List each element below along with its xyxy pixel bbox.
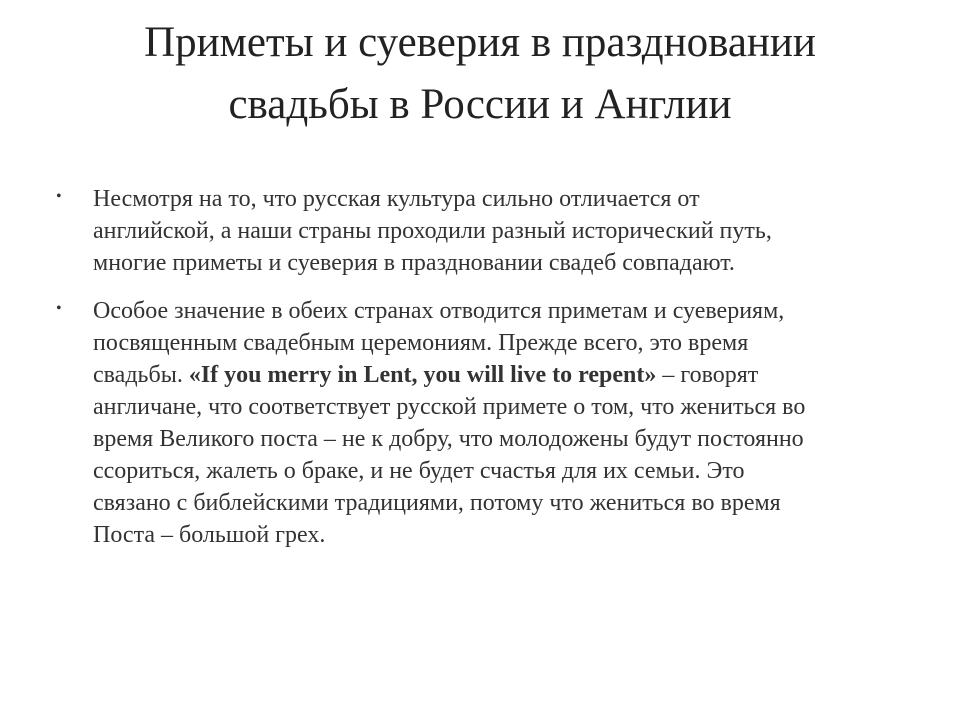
bullet-2-line-2: посвященным свадебным церемониям. Прежде всего, это время (93, 330, 749, 356)
bullet-dot-icon: • (56, 300, 62, 317)
bullet-1-line-2: английской, а наши страны проходили разный исторический путь, (93, 218, 772, 244)
bullet-2-line-1: Особое значение в обеих странах отводится приметам и суевериям, (93, 298, 785, 324)
bullet-2-line-3-suffix: – говорят (656, 362, 759, 388)
bullet-2-line-8: Поста – большой грех. (93, 522, 326, 548)
bullet-item-1 (50, 183, 910, 279)
english-proverb: «If you merry in Lent, you will live to repent» (188, 362, 657, 388)
bullet-dot-icon: • (56, 188, 62, 205)
bullet-2-line-3 (93, 359, 910, 391)
bullet-item-2 (50, 295, 910, 551)
slide-title-line-2: свадьбы в России и Англии (228, 81, 732, 128)
bullet-1-line-1: Несмотря на то, что русская культура сильно отличается от (93, 186, 700, 212)
bullet-2-line-6: ссориться, жалеть о браке, и не будет счастья для их семьи. Это (93, 458, 745, 484)
bullet-2-line-5: время Великого поста – не к добру, что молодожены будут постоянно (93, 426, 804, 452)
bullet-1-line-3: многие приметы и суеверия в праздновании свадеб совпадают. (93, 250, 735, 276)
bullet-2-line-4: англичане, что соответствует русской примете о том, что жениться во (93, 394, 806, 420)
slide-title (40, 12, 920, 136)
bullet-2-line-3-prefix: свадьбы. (93, 362, 189, 388)
bullet-2-line-7: связано с библейскими традициями, потому что жениться во время (93, 490, 781, 516)
slide-title-line-1: Приметы и суеверия в праздновании (144, 19, 816, 66)
bullet-list (50, 183, 910, 567)
